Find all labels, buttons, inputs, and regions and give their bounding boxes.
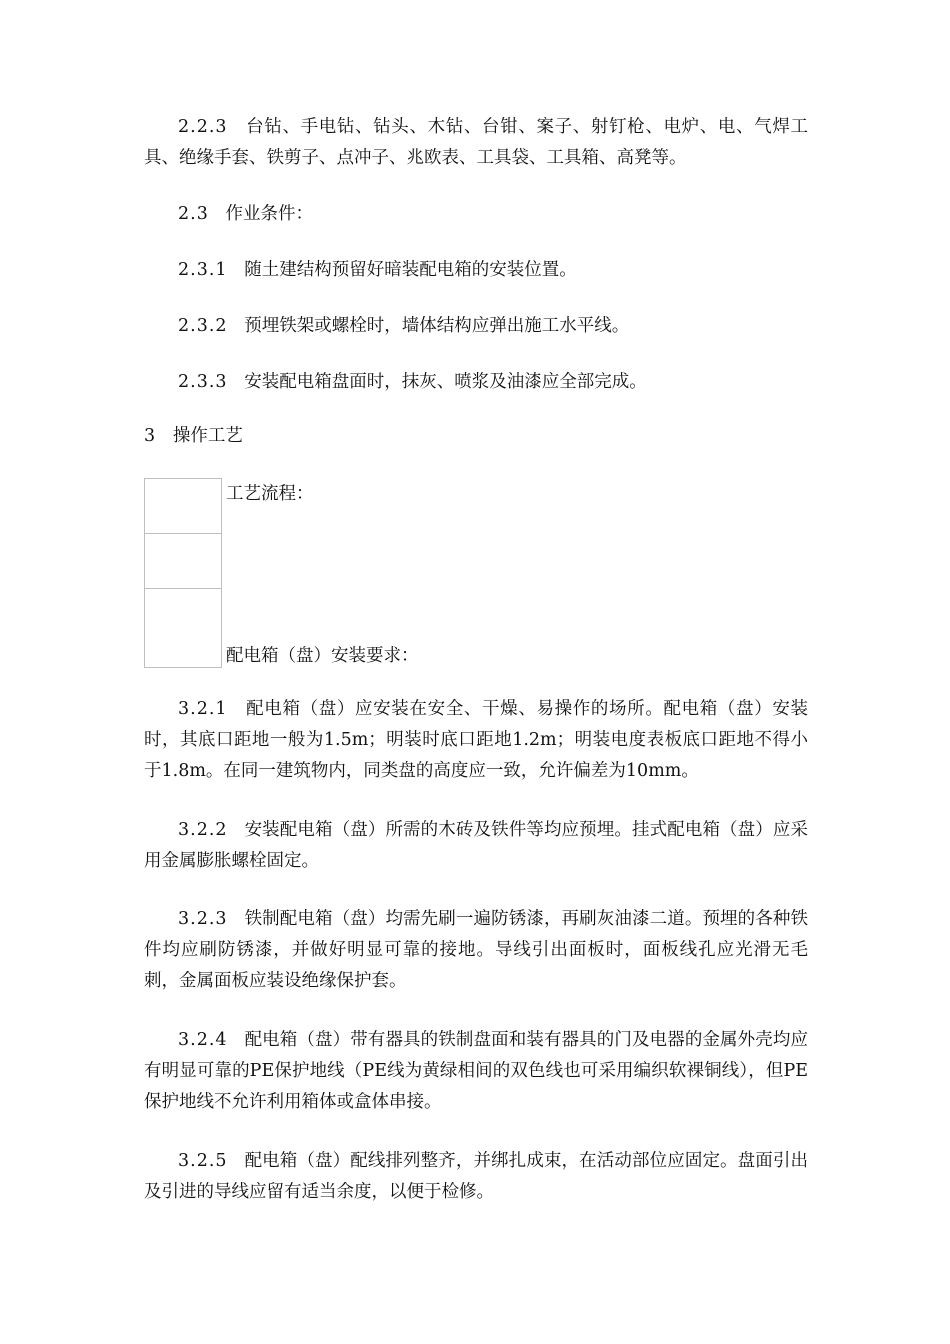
section-text: 配电箱（盘）带有器具的铁制盘面和装有器具的门及电器的金属外壳均应有明显可靠的PE保护地线（PE线为黄绿相间的双色线也可采用编织软裸铜线），但PE保护地线不允许利用箱体或盒体串接。	[144, 1030, 808, 1112]
section-number: 2.3	[178, 204, 209, 224]
section-text: 预埋铁架或螺栓时，墙体结构应弹出施工水平线。	[244, 316, 630, 336]
paragraph-3-2-5	[144, 1146, 808, 1208]
section-text: 作业条件：	[225, 204, 314, 224]
section-number: 3.2.5	[178, 1151, 228, 1171]
section-text: 配电箱（盘）应安装在安全、干燥、易操作的场所。配电箱（盘）安装时，其底口距地一般为1.5m；明装时底口距地1.2m；明装电度表板底口距地不得小于1.8m。在同一建筑物内，同类盘的高度应一致，允许偏差为10mm。	[144, 699, 808, 781]
section-number: 3.2.2	[178, 820, 228, 840]
install-requirements-label: 配电箱（盘）安装要求：	[226, 646, 419, 666]
paragraph-3-2-2	[144, 815, 808, 877]
section-text: 操作工艺	[172, 426, 243, 446]
section-text: 随土建结构预留好暗装配电箱的安装位置。	[244, 260, 577, 280]
flow-chart-box-2	[144, 533, 222, 589]
heading-3	[144, 421, 808, 452]
section-text: 安装配电箱盘面时，抹灰、喷浆及油漆应全部完成。	[244, 372, 647, 392]
flow-chart-box-1	[144, 478, 222, 534]
section-number: 3.2.3	[178, 909, 228, 929]
section-number: 2.3.3	[178, 372, 228, 392]
section-number: 3.2.4	[178, 1030, 228, 1050]
section-text: 配电箱（盘）配线排列整齐，并绑扎成束，在活动部位应固定。盘面引出及引进的导线应留有适当余度，以便于检修。	[144, 1151, 808, 1202]
section-text: 台钻、手电钻、钻头、木钻、台钳、案子、射钉枪、电炉、电、气焊工具、绝缘手套、铁剪子、点冲子、兆欧表、工具袋、工具箱、高凳等。	[144, 117, 808, 168]
paragraph-3-2-1	[144, 694, 808, 787]
section-number: 2.3.1	[178, 260, 228, 280]
paragraph-2-2-3	[144, 112, 808, 174]
paragraph-3-2-3	[144, 904, 808, 997]
heading-2-3	[144, 199, 808, 230]
paragraph-2-3-1	[144, 255, 808, 286]
section-text: 铁制配电箱（盘）均需先刷一遍防锈漆，再刷灰油漆二道。预埋的各种铁件均应刷防锈漆，并做好明显可靠的接地。导线引出面板时，面板线孔应光滑无毛刺，金属面板应装设绝缘保护套。	[144, 909, 808, 991]
section-text: 安装配电箱（盘）所需的木砖及铁件等均应预埋。挂式配电箱（盘）应采用金属膨胀螺栓固定。	[144, 820, 808, 871]
paragraph-3-2-4	[144, 1025, 808, 1118]
section-number: 3	[144, 426, 157, 446]
paragraph-2-3-2	[144, 311, 808, 342]
section-number: 3.2.1	[178, 699, 228, 719]
section-number: 2.3.2	[178, 316, 228, 336]
flow-chart-box-3	[144, 588, 222, 668]
paragraph-2-3-3	[144, 367, 808, 398]
flow-label: 工艺流程：	[226, 484, 314, 504]
section-number: 2.2.3	[178, 117, 228, 137]
